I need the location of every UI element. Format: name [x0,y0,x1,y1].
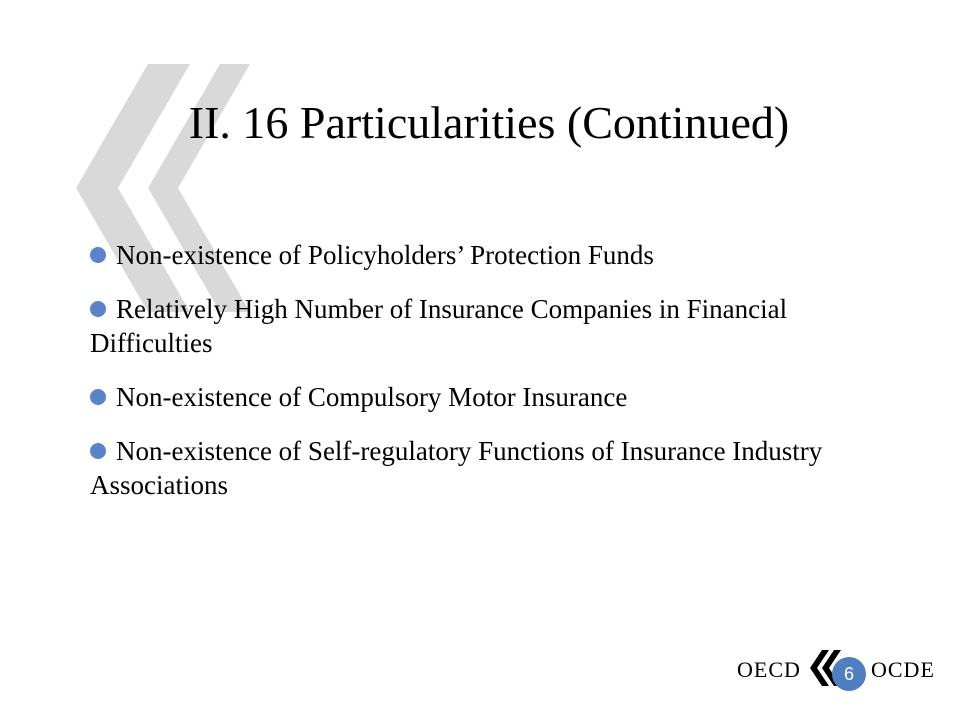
bullet-dot-icon [90,389,106,405]
footer-oecd-text: OECD [737,657,801,682]
bullet-item [90,380,890,414]
slide-title: II. 16 Particularities (Continued) [188,97,790,148]
bullet-text: Non-existence of Self-regulatory Functions of Insurance Industry Associations [90,436,823,500]
page-number: 6 [832,657,866,691]
bullet-dot-icon [90,301,106,317]
bullet-item [90,292,890,360]
bullet-item [90,434,890,502]
bullet-dot-icon [90,247,106,263]
bullet-text: Non-existence of Policyholders’ Protection Funds [116,240,654,270]
bullet-text: Relatively High Number of Insurance Companies in Financial Difficulties [90,294,788,358]
bullet-item [90,238,890,272]
bullet-list [90,238,890,522]
bullet-dot-icon [90,443,106,459]
footer-logo [730,648,950,688]
bullet-text: Non-existence of Compulsory Motor Insurance [116,382,628,412]
footer-ocde-text: OCDE [871,657,935,682]
